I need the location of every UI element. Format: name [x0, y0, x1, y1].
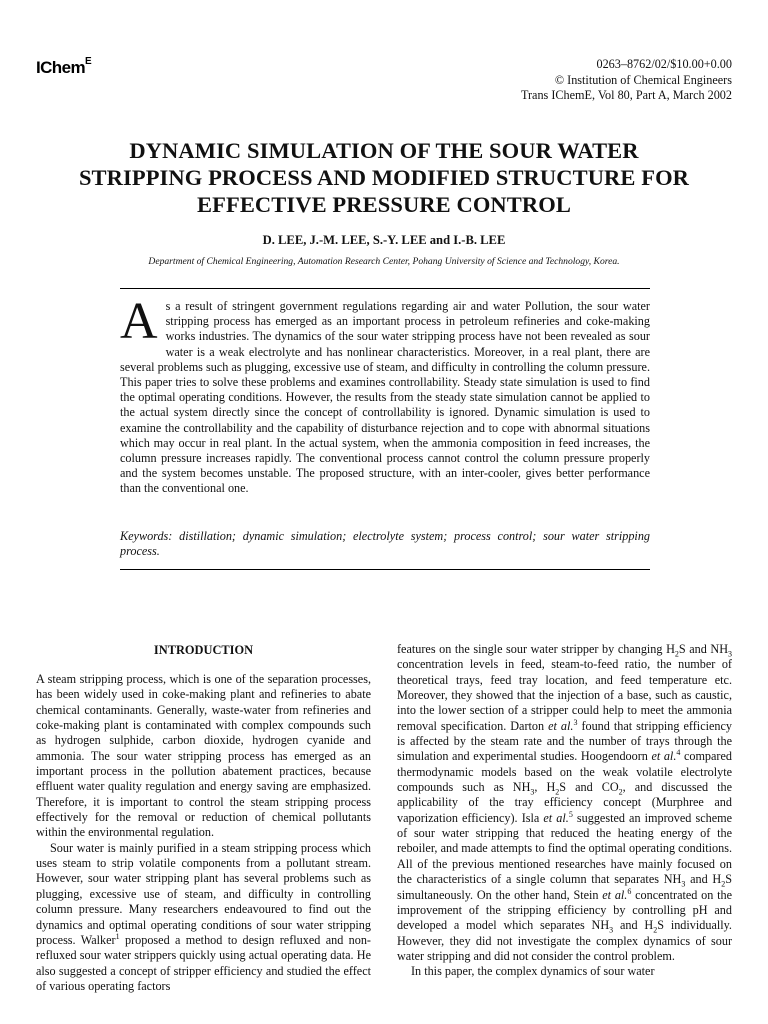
- ichem-logo: IChem$^E$: [36, 56, 92, 77]
- abstract-bottom-rule: [120, 569, 650, 570]
- abstract: [120, 293, 650, 497]
- intro-paragraph-2: Sour water is mainly purified in a steam stripping process which uses steam to strip volatile components from a pollutant stream. However, sour water stripping plant has several problems such as plugging, excessive use of steam, and difficulty in controlling column pressure. Many researchers endeavoured to find out the dynamics and optimal operating conditions of sour water stripping process. Walker$^1$ proposed a method to design refluxed and non-refluxed sour water strippers quickly using actual operating data. He also suggested a concept of stripper efficiency and studied the effect of various operating factors: [36, 840, 371, 993]
- copyright-line: © Institution of Chemical Engineers: [554, 72, 732, 87]
- paper-title: DYNAMIC SIMULATION OF THE SOUR WATER STRIPPING PROCESS AND MODIFIED STRUCTURE FOR EFFECTIVE PRESSURE CONTROL: [78, 138, 690, 217]
- right-column: [397, 642, 732, 980]
- abstract-text: s a result of stringent government regulations regarding air and water Pollution, the sour water stripping process has emerged as an important process in petroleum refineries and coke-making works industries. The dynamics of the sour water stripping process have not been revealed as sour water is a weak electrolyte and has nonlinear characteristics. Moreover, in a real plant, there are several problems such as plugging, excessive use of steam, and difficulty in controlling the column pressure. This paper tries to solve these problems and examines controllability. Steady state simulation is used to find the optimal operating conditions. However, the results from the steady state simulation cannot be applied to the actual system directly since the concept of controllability is ignored. Dynamic simulation is used to examine the controllability and the capability of disturbance rejection and to cope with abnormal situations which may occur in real plant. In the actual system, when the ammonia composition in feed increases, the column pressure increases rapidly. The conventional process cannot control the column pressure properly and the system becomes unstable. The proposed structure, with an inter-cooler, gives better performance than the conventional one.: [120, 299, 650, 496]
- intro-paragraph-1: A steam stripping process, which is one of the separation processes, has been widely used in coke-making plant and refineries to abate chemical contaminants. Generally, waste-water from refineries and coke-making plant is contaminated with complex compounds such as hydrogen sulphide, carbon dioxide, hydrogen cyanide and ammonia. The sour water stripping process has emerged as an important process in the pollution abatement practices, because effluent water quality regulation and energy saving are emphasized. Therefore, it is important to control the steam stripping process effectively for the removal or reduction of chemical pollutants within the environmental regulation.: [36, 672, 371, 840]
- right-paragraph-1: features on the single sour water stripper by changing $H_2S$ and $NH_3$ concentration levels in feed, steam-to-feed ratio, the number of theoretical trays, feed tray location, and feed temperature etc. Moreover, they showed that the injection of a base, such as caustic, into the lower section of a stripper could help to meet the ammonia removal specification. Darton et al.$^3$ found that stripping efficiency is affected by the steam rate and the number of trays through the simulation and experimental studies. Hoogendoorn et al.$^4$ compared thermodynamic models based on the weak volatile electrolyte compounds such as $NH_3$, $H_2S$ and $CO_2$, and discussed the applicability of the tray efficiency concept (Murphree and vaporization efficiency). Isla et al.$^5$ suggested an improved scheme of sour water stripping that reduced the heating energy of the reboiler, and made attempts to find the optimal operating conditions. All of the previous mentioned researches have mainly focused on the characteristics of a single column that separates $NH_3$ and $H_2S$ simultaneously. On the other hand, Stein et al.$^6$ concentrated on the improvement of the stripping efficiency by controlling pH and developed a model which separates $NH_3$ and $H_2S$ individually. However, they did not investigate the complex dynamics of sour water stripping and did not consider the control problem.: [397, 642, 733, 963]
- right-paragraph-2: In this paper, the complex dynamics of sour water: [411, 964, 655, 979]
- affiliation: Department of Chemical Engineering, Automation Research Center, Pohang University of Science and Technology, Korea.: [148, 256, 620, 267]
- abstract-dropcap: A: [120, 293, 158, 350]
- introduction-heading: INTRODUCTION: [153, 643, 254, 657]
- citation-line: Trans IChemE, Vol 80, Part A, March 2002: [520, 88, 732, 102]
- authors: D. LEE, J.-M. LEE, S.-Y. LEE and I.-B. LEE: [262, 233, 506, 247]
- left-column: [36, 672, 371, 994]
- issn-line: 0263–8762/02/$10.00+0.00: [596, 57, 732, 71]
- abstract-top-rule: [120, 288, 650, 289]
- journal-info: [521, 57, 732, 104]
- keywords: Keywords: distillation; dynamic simulation; electrolyte system; process control; sour water stripping process.: [120, 529, 651, 559]
